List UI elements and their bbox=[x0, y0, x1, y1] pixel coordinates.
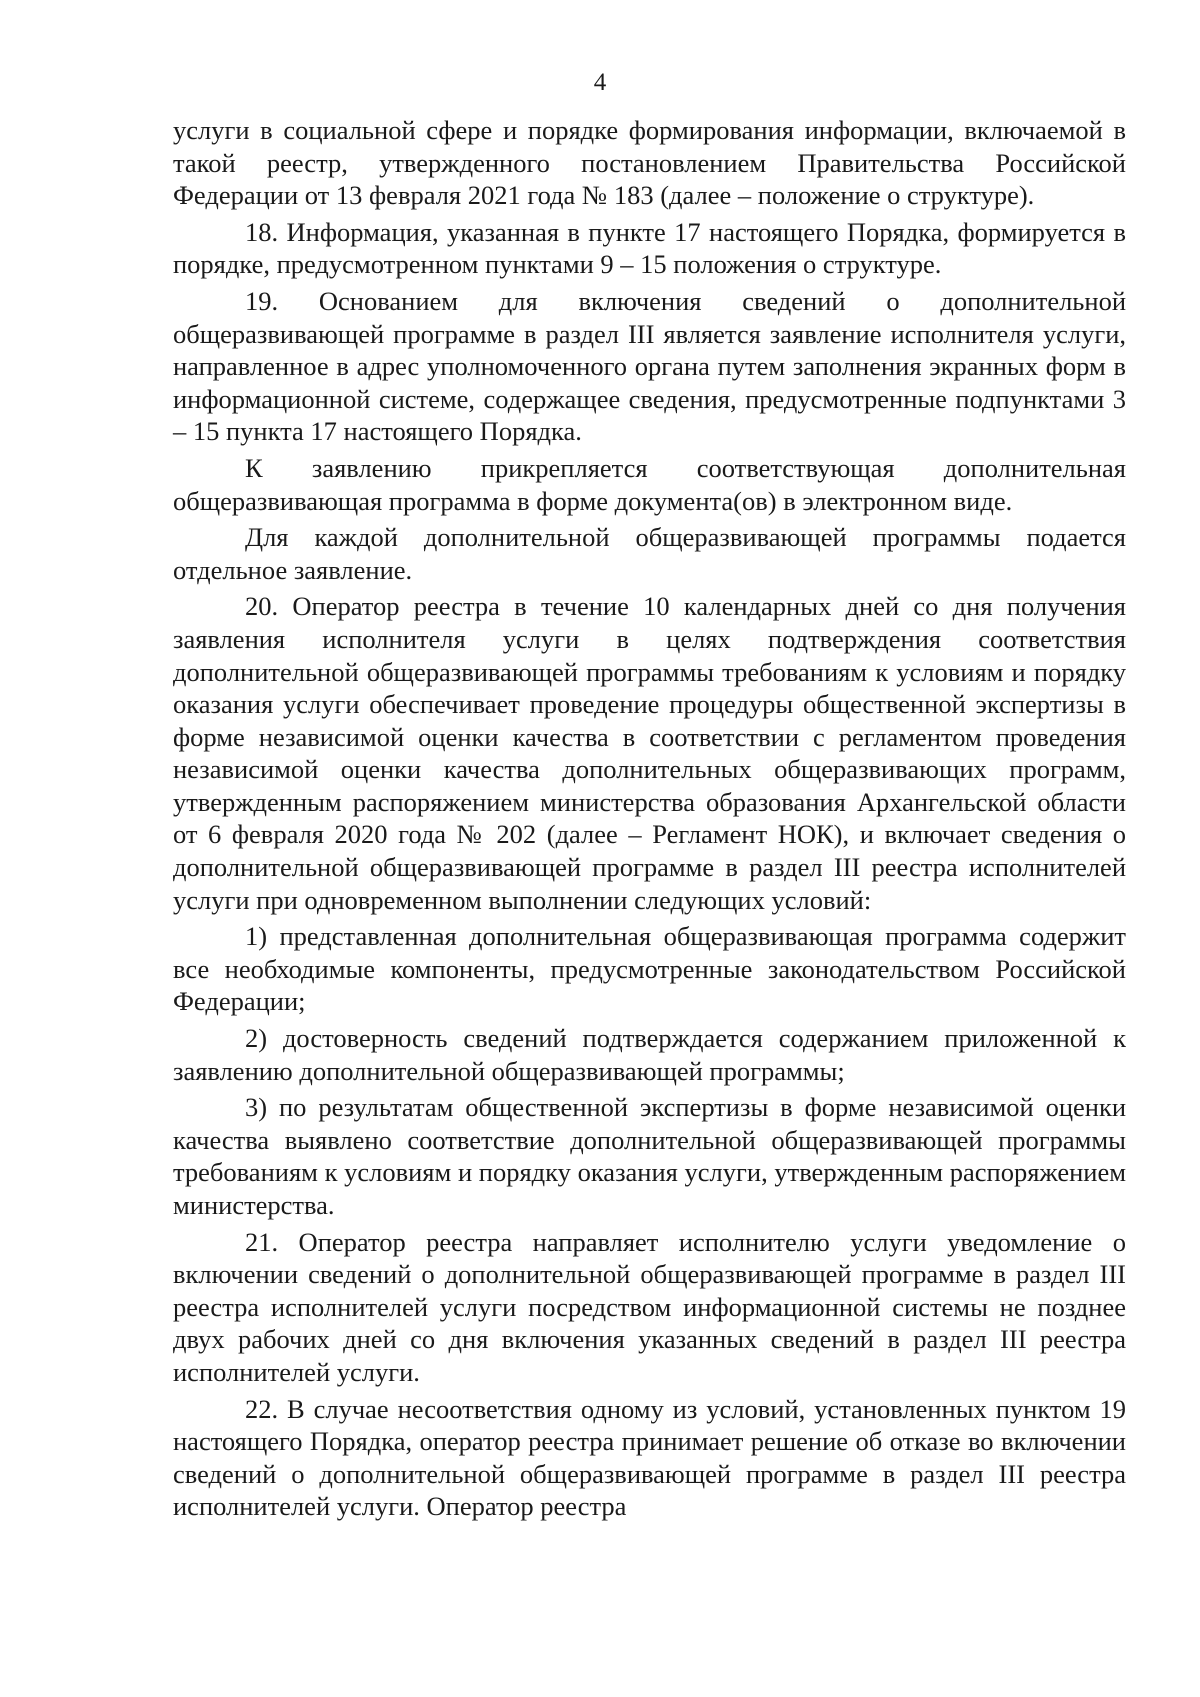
page-number: 4 bbox=[593, 69, 607, 96]
paragraph-item-22: 22. В случае несоответствия одному из условий, установленных пунктом 19 настоящего Порядка, оператор реестра принимает решение об отказе во включении сведений о дополнительной общеразвивающей программе в раздел III реестра исполнителей услуги. Оператор реестра bbox=[173, 1393, 1126, 1522]
paragraph-item-20: 20. Оператор реестра в течение 10 календарных дней со дня получения заявления исполнителя услуги в целях подтверждения соответствия дополнительной общеразвивающей программы требованиям к условиям и порядку оказания услуги обеспечивает проведение процедуры общественной экспертизы в форме независимой оценки качества в соответствии с регламентом проведения независимой оценки качества дополнительных общеразвивающих программ, утвержденным распоряжением министерства образования Архангельской области от 6 февраля 2020 года № 202 (далее – Регламент НОК), и включает сведения о дополнительной общеразвивающей программе в раздел III реестра исполнителей услуги при одновременном выполнении следующих условий: bbox=[173, 591, 1126, 915]
paragraph-condition-2: 2) достоверность сведений подтверждается содержанием приложенной к заявлению дополнительной общеразвивающей программы; bbox=[173, 1023, 1126, 1086]
paragraph-item-21: 21. Оператор реестра направляет исполнителю услуги уведомление о включении сведений о дополнительной общеразвивающей программе в раздел III реестра исполнителей услуги посредством информационной системы не позднее двух рабочих дней со дня включения указанных сведений в раздел III реестра исполнителей услуги. bbox=[173, 1226, 1126, 1387]
paragraph-condition-1: 1) представленная дополнительная общеразвивающая программа содержит все необходимые компоненты, предусмотренные законодательством Российской Федерации; bbox=[173, 921, 1126, 1017]
paragraph-attachment: К заявлению прикрепляется соответствующая дополнительная общеразвивающая программа в форме документа(ов) в электронном виде. bbox=[173, 452, 1126, 516]
paragraph-item-18: 18. Информация, указанная в пункте 17 настоящего Порядка, формируется в порядке, предусмотренном пунктами 9 – 15 положения о структуре. bbox=[173, 216, 1126, 280]
paragraph-continuation: услуги в социальной сфере и порядке формирования информации, включаемой в такой реестр, утвержденного постановлением Правительства Российской Федерации от 13 февраля 2021 года № 183 (далее – положение о структуре). bbox=[173, 115, 1126, 211]
paragraph-condition-3: 3) по результатам общественной экспертизы в форме независимой оценки качества выявлено соответствие дополнительной общеразвивающей программы требованиям к условиям и порядку оказания услуги, утвержденным распоряжением министерства. bbox=[173, 1092, 1126, 1220]
paragraph-separate-application: Для каждой дополнительной общеразвивающей программы подается отдельное заявление. bbox=[173, 522, 1126, 585]
paragraph-item-19: 19. Основанием для включения сведений о дополнительной общеразвивающей программе в раздел III является заявление исполнителя услуги, направленное в адрес уполномоченного органа путем заполнения экранных форм в информационной системе, содержащее сведения, предусмотренные подпунктами 3 – 15 пункта 17 настоящего Порядка. bbox=[173, 285, 1126, 447]
body-text bbox=[173, 114, 1126, 1523]
